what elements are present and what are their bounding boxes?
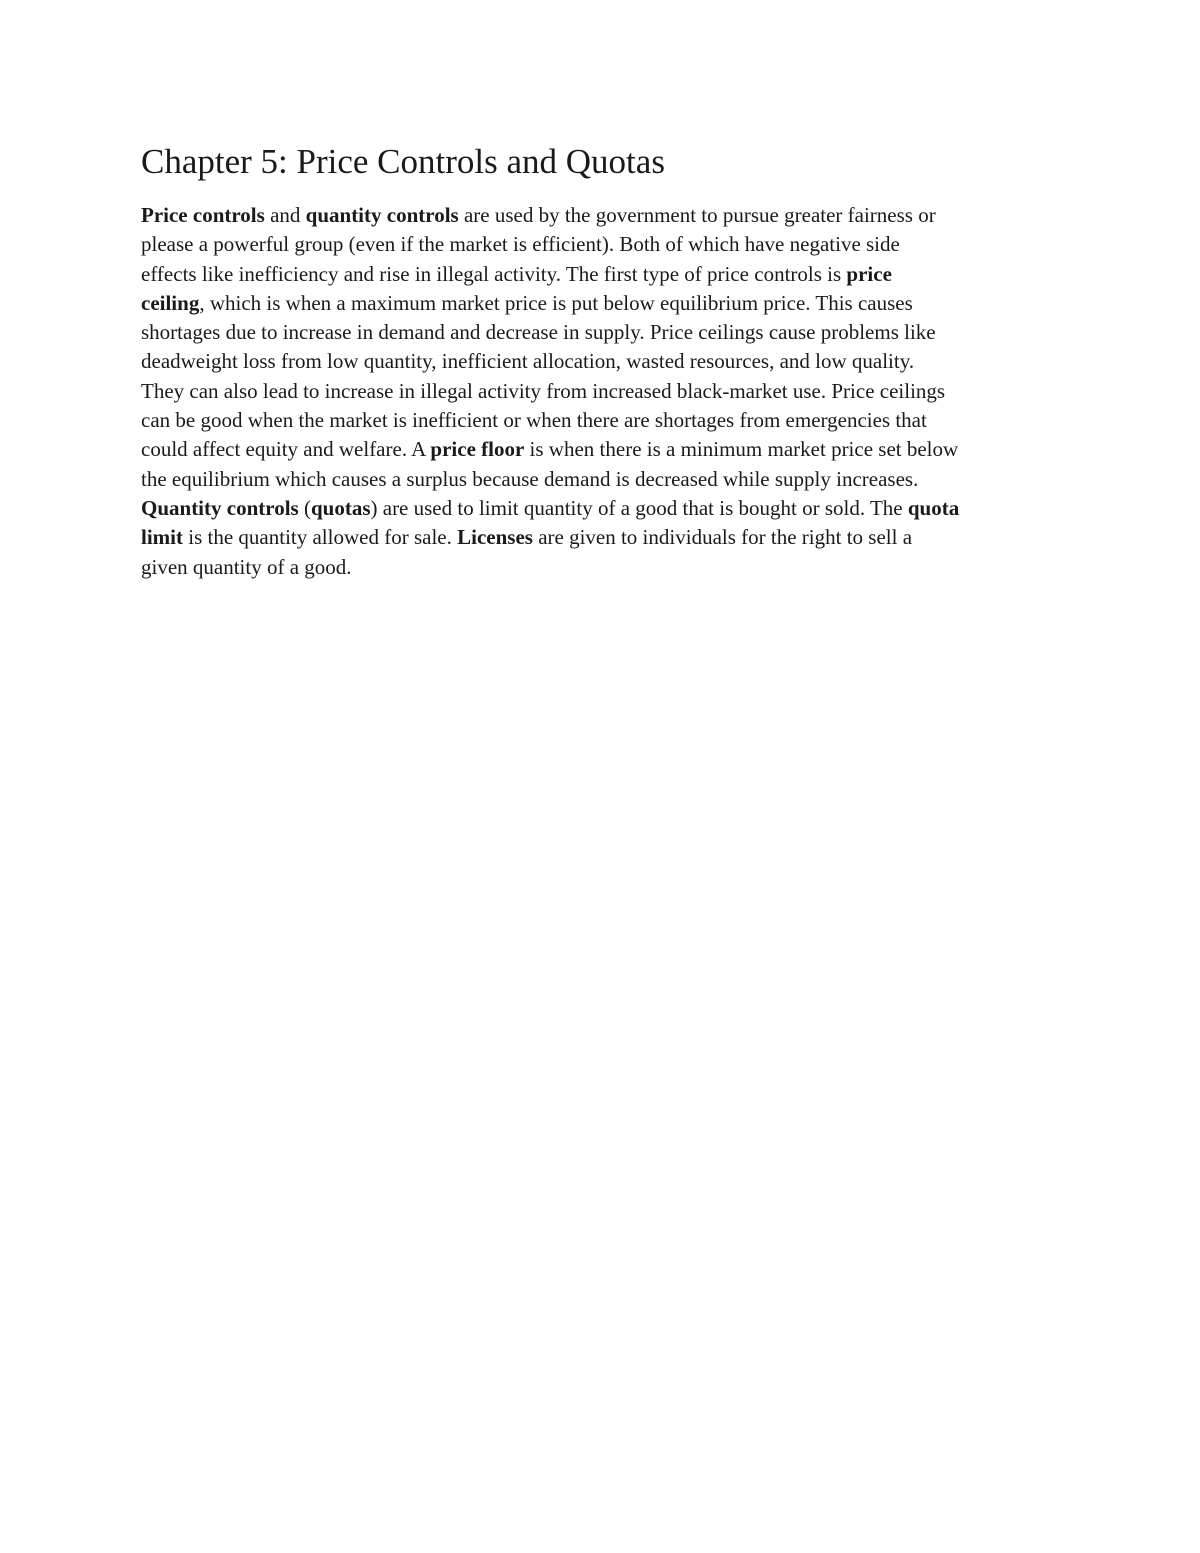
bold-term: ceiling <box>141 290 200 315</box>
text-run: ( <box>298 495 311 520</box>
text-line <box>141 435 1063 464</box>
text-line <box>141 523 1063 552</box>
bold-term: Quantity controls <box>141 495 299 520</box>
bold-term: price floor <box>430 437 525 462</box>
bold-term: price <box>846 261 892 286</box>
text-line <box>141 318 1063 347</box>
text-line <box>141 465 1063 494</box>
text-line <box>141 377 1063 406</box>
text-run: shortages due to increase in demand and decrease in supply. Price ceilings cause problems like <box>141 320 936 345</box>
text-line <box>141 406 1063 435</box>
bold-term: Price controls <box>141 203 265 227</box>
page-title: Chapter 5: Price Controls and Quotas <box>141 142 665 181</box>
text-run: deadweight loss from low quantity, inefficient allocation, wasted resources, and low quality. <box>141 349 915 374</box>
text-line <box>141 289 1063 318</box>
text-run: are used by the government to pursue greater fairness or <box>458 203 936 227</box>
text-run: is the quantity allowed for sale. <box>183 525 458 550</box>
text-run: They can also lead to increase in illegal activity from increased black-market use. Price ceilings <box>141 378 946 403</box>
text-line <box>141 553 1063 582</box>
text-line <box>141 260 1063 289</box>
text-run: and <box>264 203 306 227</box>
text-line <box>141 347 1063 376</box>
text-run: is when there is a minimum market price set below <box>524 437 959 462</box>
bold-term: quotas <box>310 495 371 520</box>
text-run: , which is when a maximum market price is put below equilibrium price. This causes <box>199 290 913 315</box>
text-run: given quantity of a good. <box>141 554 352 579</box>
bold-term: limit <box>141 525 183 550</box>
text-run: are given to individuals for the right to sell a <box>532 525 913 550</box>
text-run: could affect equity and welfare. A <box>141 437 431 462</box>
text-run: effects like inefficiency and rise in illegal activity. The first type of price controls is <box>141 261 847 286</box>
text-run: ) are used to limit quantity of a good that is bought or sold. The <box>370 495 908 520</box>
body-paragraph <box>141 201 1063 582</box>
text-run: please a powerful group (even if the market is efficient). Both of which have negative side <box>141 232 900 257</box>
bold-term: quota <box>907 495 960 520</box>
text-run: the equilibrium which causes a surplus because demand is decreased while supply increases. <box>141 466 919 491</box>
text-line <box>141 201 1063 230</box>
bold-term: quantity controls <box>305 203 459 227</box>
text-run: can be good when the market is inefficient or when there are shortages from emergencies that <box>141 408 927 433</box>
bold-term: Licenses <box>457 525 533 550</box>
text-line <box>141 494 1063 523</box>
text-line <box>141 230 1063 259</box>
